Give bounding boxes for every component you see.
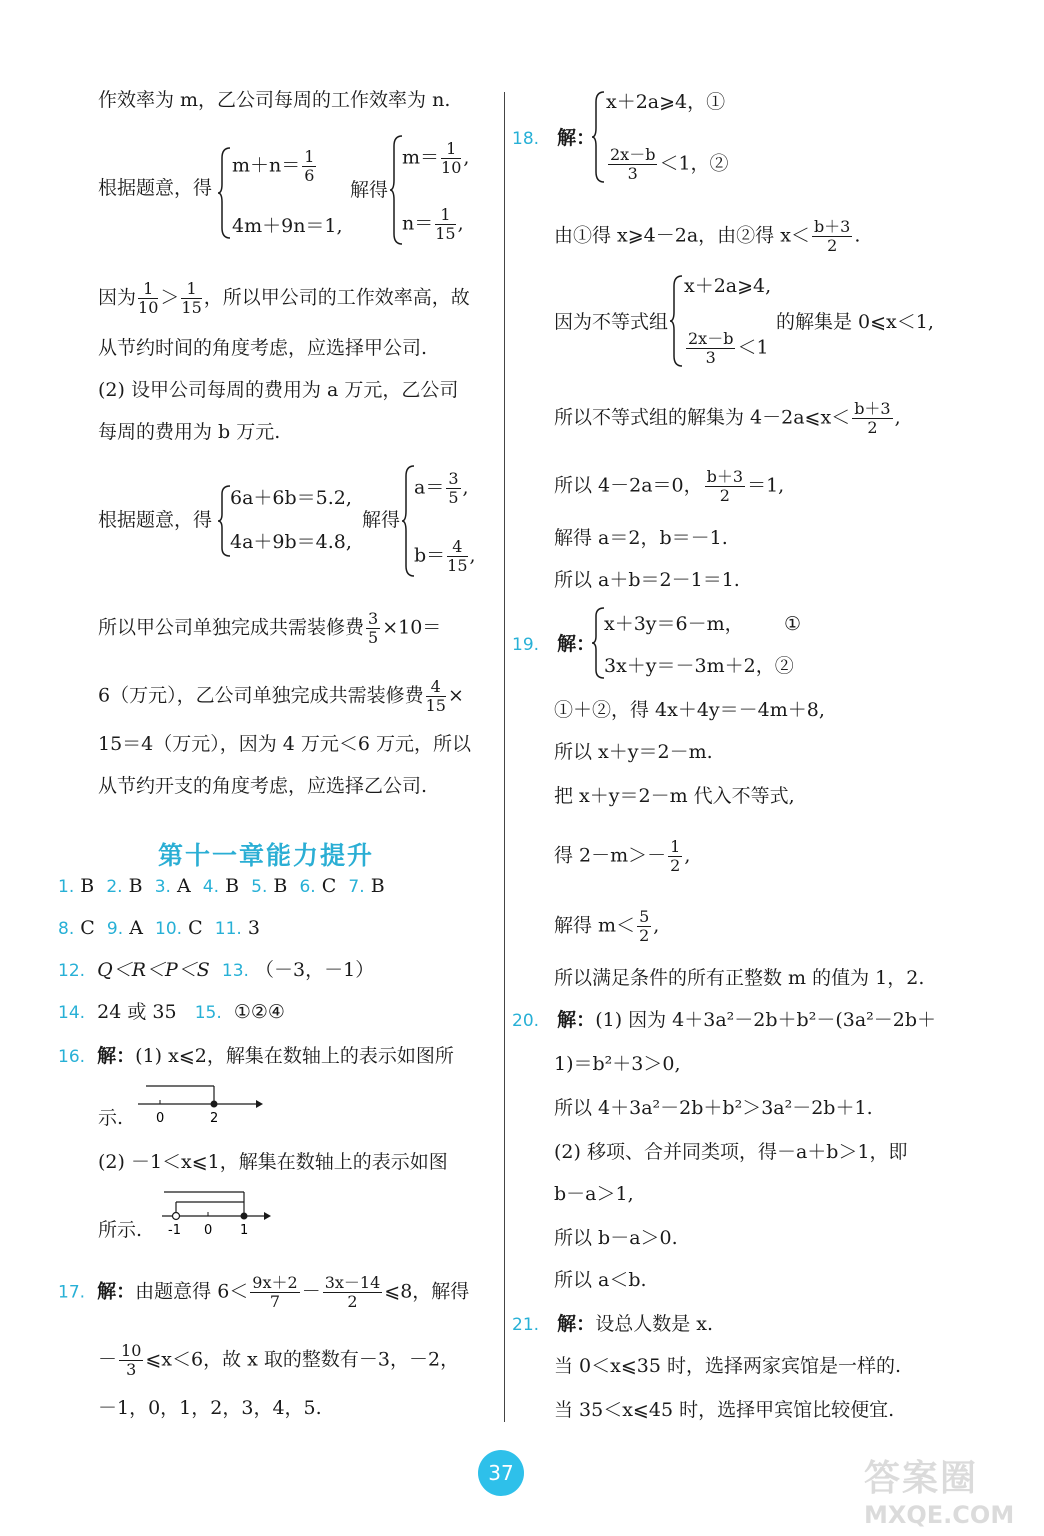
text-line: －1，0，1，2，3，4，5. [98, 1397, 322, 1419]
text-line: 所以 a＜b. [554, 1269, 647, 1291]
answer-block: 19. 解： [512, 633, 596, 655]
equation: m＝ $\frac{1}{10}$ , [402, 139, 470, 177]
text-line: 所以甲公司单独完成共需装修费 $\frac{3}{5}$ ×10＝ [98, 609, 442, 647]
text-line: 从节约开支的角度考虑，应选择乙公司. [98, 775, 428, 797]
tick-label: 2 [210, 1111, 219, 1126]
text-line: 所示. [98, 1219, 143, 1241]
column-divider [504, 92, 505, 1422]
text-line: 所以 x＋y＝2－m. [554, 741, 713, 763]
watermark-url: MXQE.COM [864, 1501, 1015, 1529]
text-line: 根据题意，得 [98, 509, 213, 531]
text-line: 根据题意，得 [98, 177, 213, 199]
section-heading: 第十一章能力提升 [158, 841, 375, 870]
text-line: 所以 4＋3a²－2b＋b²＞3a²－2b＋1. [554, 1097, 873, 1119]
text-line: 得 2－m＞－ $\frac{1}{2}$ , [554, 837, 691, 875]
tick-label: 0 [204, 1223, 213, 1238]
text-line: 15＝4（万元），因为 4 万元＜6 万元，所以 [98, 733, 472, 755]
text-line: (2) 设甲公司每周的费用为 a 万元，乙公司 [98, 379, 459, 401]
tick-label: -1 [168, 1223, 181, 1238]
tick-label: 0 [156, 1111, 165, 1126]
text-line: 当 35＜x⩽45 时，选择甲宾馆比较便宜. [554, 1399, 895, 1421]
equation: x＋2a⩾4, [684, 275, 772, 297]
answer-row: 1. B 2. B 3. A 4. B 5. B 6. C 7. B [58, 875, 385, 897]
equation: 3x＋y＝－3m＋2，② [604, 655, 794, 677]
equation: m＋n＝ $\frac{1}{6}$ [232, 147, 315, 185]
text-line: 因为不等式组 [554, 311, 669, 333]
answer-row: 8. C 9. A 10. C 11. 3 [58, 917, 260, 939]
equation: n＝ $\frac{1}{15}$ , [402, 205, 464, 243]
watermark-text: 答案圈 [864, 1458, 979, 1499]
text-line: 每周的费用为 b 万元. [98, 421, 281, 443]
text-line: 所以满足条件的所有正整数 m 的值为 1，2. [554, 967, 925, 989]
text-line: (2) 移项、合并同类项，得－a＋b＞1，即 [554, 1141, 908, 1163]
text-line: 把 x＋y＝2－m 代入不等式, [554, 785, 795, 807]
page-number-badge: 37 [478, 1450, 524, 1496]
text-line: 解得 m＜ $\frac{5}{2}$ , [554, 907, 660, 945]
text-line: 6（万元），乙公司单独完成共需装修费 $\frac{4}{15}$ × [98, 677, 464, 715]
text-line: (2) －1＜x⩽1，解集在数轴上的表示如图 [98, 1151, 448, 1173]
tick-label: 1 [240, 1223, 249, 1238]
answer-row: 14. 24 或 35 15. ①②④ [58, 1001, 285, 1023]
text-line: 所以 b－a＞0. [554, 1227, 678, 1249]
equation: x＋2a⩾4，① [606, 91, 726, 113]
text-line: 解得 [362, 509, 401, 531]
text-line: ①＋②，得 4x＋4y＝－4m＋8, [554, 699, 825, 721]
text-line: 由①得 x⩾4－2a，由②得 x＜ $\frac{b+3}{2}$ . [554, 217, 861, 255]
equation: 4a＋9b＝4.8, [230, 531, 352, 553]
equation: 6a＋6b＝5.2, [230, 487, 352, 509]
answer-block: 20. 解：(1) 因为 4＋3a²－2b＋b²－(3a²－2b＋ [512, 1009, 937, 1031]
text-line: － $\frac{10}{3}$ ⩽x＜6，故 x 取的整数有－3，－2， [98, 1341, 460, 1379]
number-line-figure [160, 1186, 272, 1238]
answer-block: 16. 解：(1) x⩽2，解集在数轴上的表示如图所 [58, 1045, 454, 1067]
number-line-figure [136, 1080, 266, 1126]
text-line: 1)＝b²＋3＞0, [554, 1053, 681, 1075]
text-line: 解得 a＝2，b＝－1. [554, 527, 728, 549]
text-line: 当 0＜x⩽35 时，选择两家宾馆是一样的. [554, 1355, 902, 1377]
equation: $\frac{2x-b}{3}$ ＜1，② [610, 145, 729, 183]
left-brace-icon [592, 90, 606, 184]
equation: $\frac{2x-b}{3}$ ＜1 [688, 329, 769, 367]
text-line: 因为 $\frac{1}{10}$ ＞ $\frac{1}{15}$ ，所以甲公司的工作效率高，故 [98, 279, 470, 317]
text-line: 解得 [350, 179, 389, 201]
text-line: 从节约时间的角度考虑，应选择甲公司. [98, 337, 428, 359]
equation: 4m＋9n＝1, [232, 215, 343, 237]
answer-block: 17. 解：由题意得 6＜ $\frac{9x+2}{7}$ － $\frac{3x-14}{2}$ ⩽8，解得 [58, 1273, 470, 1311]
watermark-logo [864, 1450, 1034, 1530]
text-line: 所以 4－2a＝0， $\frac{b+3}{2}$ ＝1, [554, 467, 785, 505]
text-line: b－a＞1, [554, 1183, 634, 1205]
text-line: 示. [98, 1107, 124, 1129]
left-brace-icon [670, 274, 684, 368]
equation: b＝ $\frac{4}{15}$ , [414, 537, 476, 575]
answer-row: 12. Q＜R＜P＜S 13. （－3，－1） [58, 959, 375, 981]
equation: x＋3y＝6－m， ① [604, 613, 802, 635]
text-line: 的解集是 0⩽x＜1, [776, 311, 934, 333]
left-brace-icon [218, 146, 232, 240]
answer-block: 21. 解：设总人数是 x. [512, 1313, 713, 1335]
text-line: 所以 a＋b＝2－1＝1. [554, 569, 740, 591]
text-line: 所以不等式组的解集为 4－2a⩽x＜ $\frac{b+3}{2}$ , [554, 399, 901, 437]
answer-block: 18. 解： [512, 127, 596, 149]
text-line: 作效率为 m，乙公司每周的工作效率为 n. [98, 89, 451, 111]
equation: a＝ $\frac{3}{5}$ , [414, 469, 469, 507]
